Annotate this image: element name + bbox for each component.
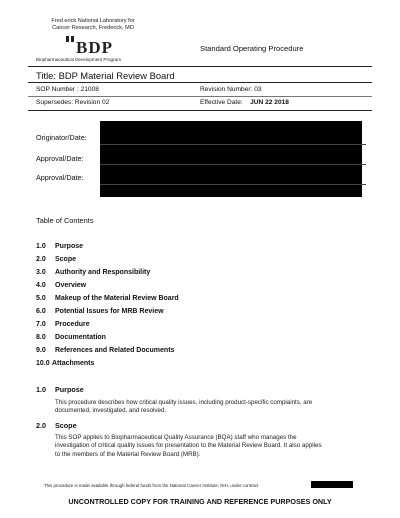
effective-date-label: Effective Date: — [200, 99, 243, 106]
toc-item-number: 8.0 — [36, 334, 46, 341]
sop-number: SOP Number : 21008 — [36, 86, 99, 93]
funding-note: This procedure is made available through federal funds from the National Cancer Institute, NIH, under contract — [44, 483, 259, 488]
section-body-line: This procedure describes how critical quality issues, including product-specific complaints, are — [55, 399, 313, 406]
toc-item — [36, 321, 90, 328]
organization-line-2: Cancer Research, Frederick, MD — [52, 25, 134, 31]
toc-item-label: Procedure — [55, 321, 90, 328]
toc-item-number: 3.0 — [36, 269, 46, 276]
title-divider — [28, 82, 372, 83]
section-body-line: to the members of the Material Review Board (MRB). — [55, 450, 201, 458]
section-number: 1.0 — [36, 385, 46, 394]
toc-item-number: 5.0 — [36, 295, 46, 302]
document-type: Standard Operating Procedure — [200, 44, 304, 53]
originator-label: Originator/Date: — [36, 133, 87, 142]
bdp-logo — [62, 34, 124, 56]
section-body-purpose — [55, 399, 375, 416]
section-number: 2.0 — [36, 421, 46, 430]
toc-item — [36, 282, 86, 289]
toc-item-label: Purpose — [55, 243, 84, 250]
toc-item — [36, 256, 76, 263]
approval-signature-line-1 — [100, 164, 366, 165]
effective-date — [200, 99, 289, 106]
approval-label-2: Approval/Date: — [36, 173, 84, 182]
document-title: Title: BDP Material Review Board — [36, 70, 175, 81]
supersedes: Supersedes: Revision 02 — [36, 99, 110, 106]
toc-item — [36, 295, 179, 302]
toc-item-label: Potential Issues for MRB Review — [55, 308, 164, 315]
toc-item-label: Authority and Responsibility — [55, 269, 151, 276]
toc-item — [36, 334, 106, 341]
toc-item-number: 1.0 — [36, 243, 46, 250]
meta-divider — [28, 96, 372, 97]
section-title: Scope — [55, 421, 77, 430]
toc-item — [36, 347, 174, 354]
organization-line-1: Fred erick National Laboratory for — [51, 18, 135, 24]
svg-text:BDP: BDP — [76, 38, 113, 56]
toc-item-label: Attachments — [52, 360, 95, 367]
toc-item-number: 9.0 — [36, 347, 46, 354]
contract-number-redaction — [311, 481, 353, 488]
toc-item — [36, 360, 94, 367]
approval-signature-line-2 — [100, 184, 366, 185]
section-body-line: This SOP applies to Biopharmaceutical Quality Assurance (BQA) staff who manages the — [55, 434, 297, 441]
toc-item-label: Scope — [55, 256, 77, 263]
header-divider — [28, 66, 372, 67]
section-body-line: documented, investigated, and resolved. — [55, 407, 167, 415]
toc-item-label: Makeup of the Material Review Board — [55, 295, 179, 302]
toc-item-label: References and Related Documents — [55, 347, 175, 354]
uncontrolled-copy-notice: UNCONTROLLED COPY FOR TRAINING AND REFERENCE PURPOSES ONLY — [68, 497, 332, 506]
toc-item-number: 4.0 — [36, 282, 46, 289]
toc-item-number: 2.0 — [36, 256, 46, 263]
toc-heading: Table of Contents — [36, 216, 94, 225]
originator-signature-line — [100, 144, 366, 145]
effective-date-value: JUN 22 2018 — [250, 99, 289, 106]
section-body-scope — [55, 434, 375, 459]
revision-number: Revision Number: 03 — [200, 86, 262, 93]
toc-item-number: 7.0 — [36, 321, 46, 328]
approval-label-1: Approval/Date: — [36, 154, 84, 163]
section-body-line: investigation of critical quality issues for presentation to the Material Review Board. It also applies — [55, 442, 322, 450]
toc-item-number: 10.0 — [36, 360, 50, 367]
toc-item — [36, 308, 164, 315]
toc-item-label: Overview — [55, 282, 87, 289]
toc-item — [36, 269, 150, 276]
signature-redaction — [100, 121, 362, 197]
toc-item-number: 6.0 — [36, 308, 46, 315]
program-name: Biopharmaceutical Development Program — [36, 57, 122, 62]
section-heading-scope — [36, 421, 77, 430]
toc-item-label: Documentation — [55, 334, 106, 341]
section-title: Purpose — [55, 385, 84, 394]
meta-bottom-divider — [28, 110, 372, 111]
organization-name — [38, 18, 148, 32]
toc-item — [36, 243, 83, 250]
section-heading-purpose — [36, 385, 84, 394]
